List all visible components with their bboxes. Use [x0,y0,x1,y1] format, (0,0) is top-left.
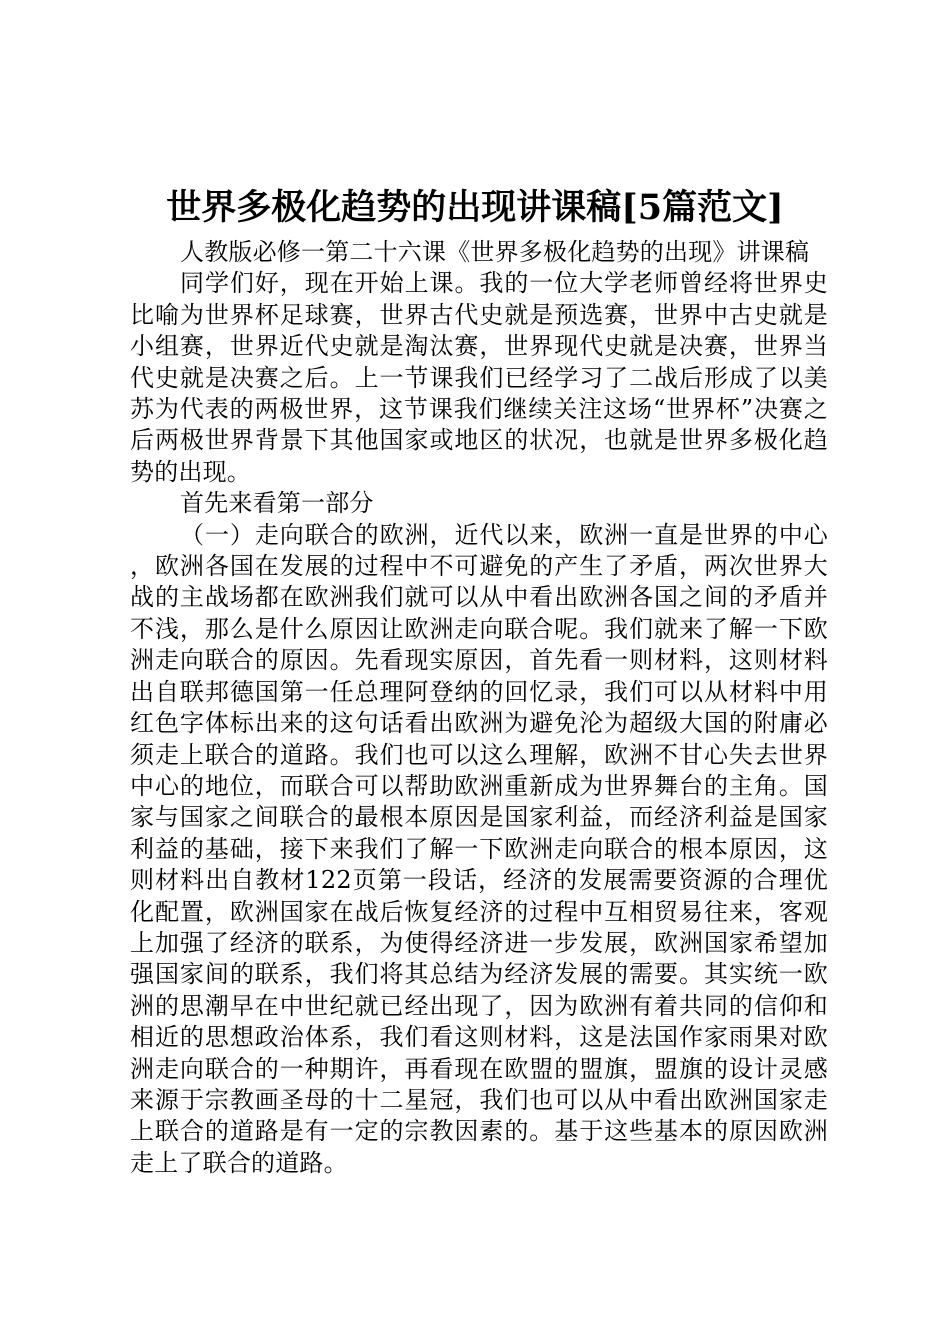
document-body [130,237,828,1179]
paragraph-subtitle: 人教版必修一第二十六课《世界多极化趋势的出现》讲课稿 [180,238,810,266]
document-title: 世界多极化趋势的出现讲课稿[5篇范文] [166,187,784,228]
paragraph-section-heading: 首先来看第一部分 [180,489,374,518]
paragraph-intro: 同学们好，现在开始上课。我的一位大学老师曾经将世界史比喻为世界杯足球赛，世界古代史就是预选赛，世界中古史就是小组赛，世界近代史就是淘汰赛，世界现代史就是决赛，世界当代史就是决赛之后。上一节课我们已经学习了二战后形成了以美苏为代表的两极世界，这节课我们继续关注这场“世界杯”决赛之后两极世界背景下其他国家或地区的状况，也就是世界多极化趋势的出现。 [130,269,828,486]
paragraph-europe: （一）走向联合的欧洲，近代以来，欧洲一直是世界的中心，欧洲各国在发展的过程中不可避免的产生了矛盾，两次世界大战的主战场都在欧洲我们就可以从中看出欧洲各国之间的矛盾并不浅，那么是什么原因让欧洲走向联合呢。我们就来了解一下欧洲走向联合的原因。先看现实原因，首先看一则材料，这则材料出自联邦德国第一任总理阿登纳的回忆录，我们可以从材料中用红色字体标出来的这句话看出欧洲为避免沦为超级大国的附庸必须走上联合的道路。我们也可以这么理解，欧洲不甘心失去世界中心的地位，而联合可以帮助欧洲重新成为世界舞台的主角。国家与国家之间联合的最根本原因是国家利益，而经济利益是国家利益的基础，接下来我们了解一下欧洲走向联合的根本原因，这则材料出自教材122页第一段话，经济的发展需要资源的合理优化配置，欧洲国家在战后恢复经济的过程中互相贸易往来，客观上加强了经济的联系，为使得经济进一步发展，欧洲国家希望加强国家间的联系，我们将其总结为经济发展的需要。其实统一欧洲的思潮早在中世纪就已经出现了，因为欧洲有着共同的信仰和相近的思想政治体系，我们看这则材料，这是法国作家雨果对欧洲走向联合的一种期许，再看现在欧盟的盟旗，盟旗的设计灵感来源于宗教画圣母的十二星冠，我们也可以从中看出欧洲国家走上联合的道路是有一定的宗教因素的。基于这些基本的原因欧洲走上了联合的道路。 [130,520,828,1177]
